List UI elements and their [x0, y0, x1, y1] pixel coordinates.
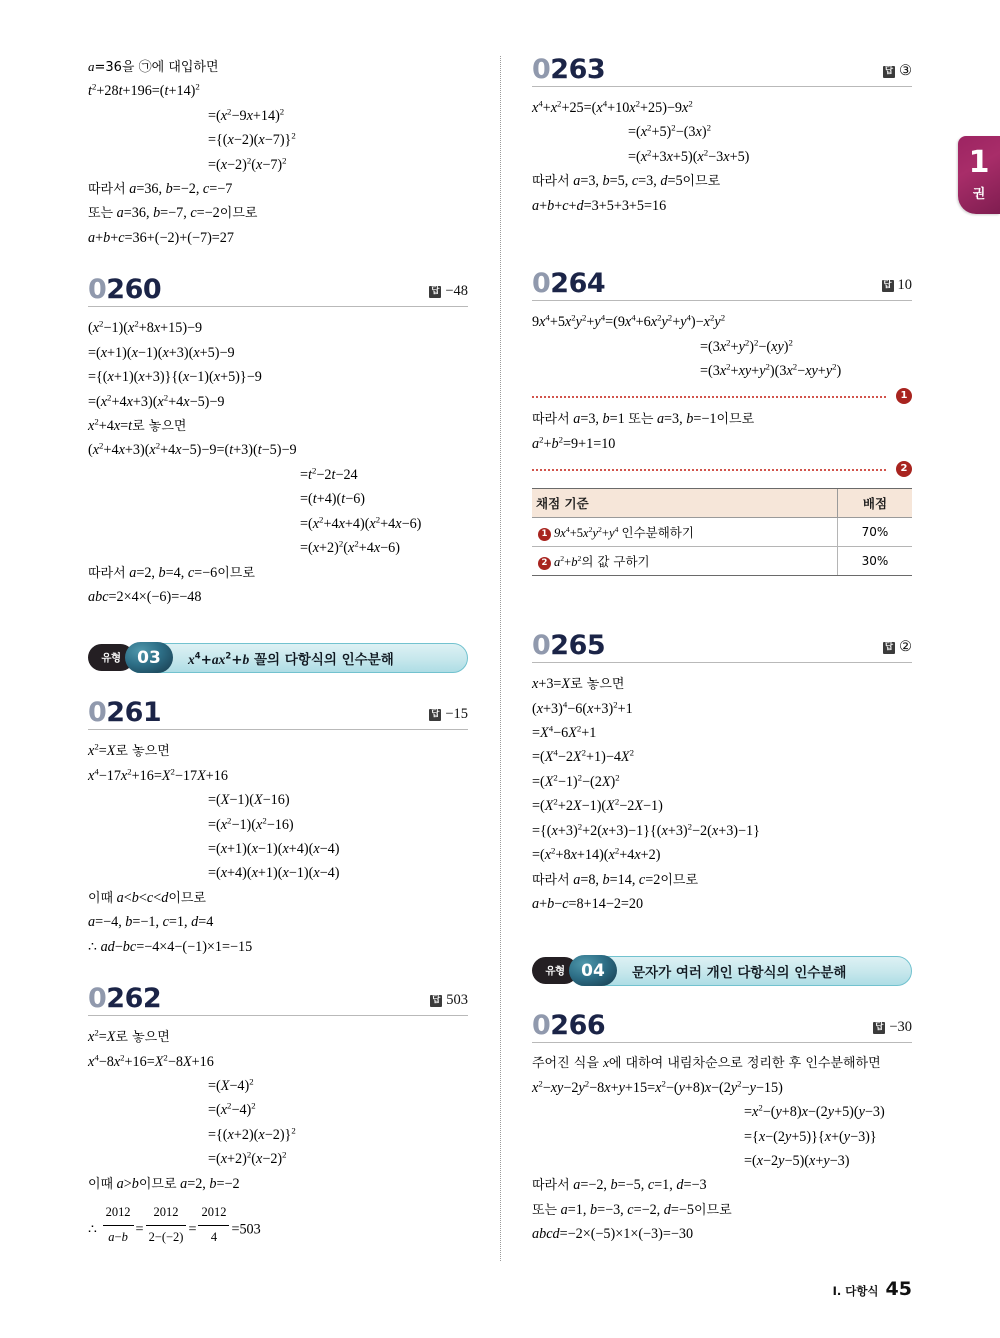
type-label-text: 유형 [545, 965, 565, 978]
solution-line: $=(x^2+5)^2-(3x)^2$ [628, 122, 711, 141]
solution-line: $=(3x^2+xy+y^2)(3x^2-xy+y^2)$ [700, 361, 842, 379]
solution-line: $=\{(x-2)(x-7)\}^2$ [208, 130, 296, 149]
problem-0260 [88, 276, 468, 609]
answer-label [430, 992, 468, 1012]
solution-line: $x^2=X$로 놓으면 [88, 1027, 170, 1046]
problem-number: 0263 [532, 54, 606, 85]
solution-body [532, 672, 912, 916]
solution-line: 따라서 a=3, b=5, c=3, d=5이므로 [532, 173, 721, 190]
solution-line: =(x−2y−5)(x+y−3) [744, 1153, 850, 1170]
solution-body [88, 739, 468, 959]
problem-0263 [532, 56, 912, 218]
solution-line: 주어진 식을 x에 대하여 내림차순으로 정리한 후 인수분해하면 [532, 1055, 881, 1072]
answer-badge-icon: 답 [884, 65, 894, 76]
solution-line: $t^2+28t+196=(t+14)^2$ [88, 81, 200, 100]
dotted-line [532, 469, 886, 471]
two-column-layout [88, 56, 912, 1256]
answer-badge-icon: 답 [884, 641, 894, 652]
right-column [490, 56, 912, 1256]
problem-number: 0265 [532, 630, 606, 662]
solution-line: $=(X-4)^2$ [208, 1076, 254, 1095]
solution-line: $x^4-17x^2+16=X^2-17X+16$ [88, 766, 228, 784]
footer-page-number: 45 [885, 1278, 912, 1300]
solution-body [532, 1052, 912, 1246]
answer-value: −30 [889, 1019, 912, 1036]
problem-0261 [88, 699, 468, 959]
solution-line: $=(x^2+4x+4)(x^2+4x-6)$ [300, 513, 422, 532]
continued-solution-block [88, 56, 468, 250]
solution-line: x+3=X로 놓으면 [532, 676, 625, 693]
scoring-table [532, 488, 912, 576]
header-rule [532, 662, 912, 663]
footer-chapter-label: Ⅰ. 다항식 [832, 1284, 879, 1298]
solution-line: 또는 a=1, b=−3, c=−2, d=−5이므로 [532, 1201, 732, 1218]
solution-line: 이때 a>b이므로 a=2, b=−2 [88, 1175, 240, 1192]
solution-line: 따라서 a=−2, b=−5, c=1, d=−3 [532, 1177, 707, 1194]
header-rule [88, 1015, 468, 1016]
solution-line: 이때 a<b<c<d이므로 [88, 889, 206, 906]
solution-line: 따라서 a=3, b=1 또는 a=3, b=−1이므로 [532, 411, 755, 428]
answer-label [883, 63, 912, 83]
answer-badge-icon: 답 [432, 994, 441, 1005]
criterion-cell: 1 $9x^4+5x^2y^2+y^4$ 인수분해하기 [532, 518, 838, 547]
problem-number: 0264 [532, 268, 606, 300]
step-marker-1-mini: 1 [538, 528, 551, 541]
solution-body [88, 316, 468, 609]
dotted-line [532, 396, 886, 398]
solution-line: $=t^2-2t-24$ [300, 465, 358, 483]
solution-line: ={(x+1)(x+3)}{(x−1)(x+5)}−9 [88, 369, 262, 386]
type-header-03 [88, 643, 468, 673]
column-header-points: 배점 [838, 489, 913, 518]
solution-line: 또는 a=36, b=−7, c=−2이므로 [88, 205, 258, 222]
volume-unit-label: 권 [972, 187, 986, 202]
problem-number: 0261 [88, 697, 162, 729]
type-number-circle [569, 955, 617, 986]
solution-line: $=\{(x+2)(x-2)\}^2$ [208, 1125, 296, 1143]
answer-value: −48 [445, 283, 468, 300]
solution-line: $x^4-8x^2+16=X^2-8X+16$ [88, 1051, 214, 1070]
problem-0265 [532, 632, 912, 916]
solution-line: =(x+4)(x+1)(x−1)(x−4) [208, 865, 340, 882]
problem-0264 [532, 270, 912, 576]
solution-line: 따라서 a=8, b=14, c=2이므로 [532, 871, 699, 888]
problem-header [88, 697, 468, 729]
answer-badge-icon: 답 [431, 285, 440, 296]
solution-line: $=(x-2)^2(x-7)^2$ [208, 154, 287, 173]
answer-label [883, 639, 912, 659]
answer-label [429, 283, 468, 303]
header-rule [88, 729, 468, 730]
type-header-title: 문자가 여러 개인 다항식의 인수분해 [632, 965, 847, 982]
solution-line: a+b+c+d=3+5+3+5=16 [532, 197, 667, 214]
step-separator-2 [532, 460, 912, 478]
solution-line: $=(X^2-1)^2-(2X)^2$ [532, 772, 620, 790]
solution-body [532, 96, 912, 218]
solution-line: 따라서 a=36, b=−2, c=−7 [88, 181, 233, 198]
solution-body [532, 310, 912, 383]
solution-line: a+b+c=36+(−2)+(−7)=27 [88, 229, 234, 246]
solution-line: $=(x+2)^2(x-2)^2$ [208, 1149, 287, 1168]
problem-header [88, 983, 468, 1015]
solution-line: $(x^2-1)(x^2+8x+15)-9$ [88, 318, 203, 337]
header-rule [532, 1042, 912, 1043]
column-header-criterion: 채점 기준 [532, 489, 838, 518]
solution-line: =(t+4)(t−6) [300, 491, 366, 508]
answer-value: 503 [446, 992, 468, 1009]
answer-value: 10 [897, 277, 912, 294]
solution-line: =(x+1)(x−1)(x+3)(x+5)−9 [88, 344, 235, 361]
problem-number: 0266 [532, 1010, 606, 1042]
type-header-04 [532, 956, 912, 986]
points-cell: 30% [838, 547, 913, 576]
solution-line: a=−4, b=−1, c=1, d=4 [88, 914, 214, 931]
problem-number: 0262 [88, 983, 162, 1015]
criterion-cell: 2 $a^2+b^2$의 값 구하기 [532, 547, 838, 576]
solution-line: ∴ $\frac{2012}{a-b}$ = $\frac{2012}{2-(-2)}$ = $\frac{2012}{4}$ =503 [88, 1202, 468, 1248]
type-number-text: 03 [137, 647, 161, 668]
solution-line: abc=2×4×(−6)=−48 [88, 588, 202, 605]
answer-label [429, 706, 468, 726]
step-marker-2: 2 [896, 461, 912, 477]
table-row [532, 518, 912, 547]
answer-badge-icon: 답 [431, 708, 440, 719]
solution-line: 따라서 a=2, b=4, c=−6이므로 [88, 564, 255, 581]
type-label-text: 유형 [101, 652, 121, 665]
answer-label [882, 277, 913, 297]
answer-badge-icon: 답 [875, 1021, 884, 1032]
solution-line: =(x+1)(x−1)(x+4)(x−4) [208, 841, 340, 858]
header-rule [532, 86, 912, 87]
solution-body [88, 1025, 468, 1248]
solution-line: $=(x^2-1)(x^2-16)$ [208, 814, 294, 833]
solution-line: $a^2+b^2=9+1=10$ [532, 434, 616, 452]
left-column [88, 56, 490, 1256]
problem-header [532, 630, 912, 662]
page-footer [833, 1278, 912, 1300]
step-marker-2-mini: 2 [538, 557, 551, 570]
problem-number: 0260 [88, 274, 162, 306]
solution-line: $x^4+x^2+25=(x^4+10x^2+25)-9x^2$ [532, 98, 693, 116]
solution-line: abcd=−2×(−5)×1×(−3)=−30 [532, 1226, 694, 1243]
type-number-text: 04 [581, 960, 605, 981]
table-row [532, 547, 912, 576]
problem-0266 [532, 1012, 912, 1246]
problem-header [532, 1010, 912, 1042]
solution-body-part2 [532, 407, 912, 456]
header-rule [88, 306, 468, 307]
problem-header [532, 268, 912, 300]
solution-line: $=(x^2-9x+14)^2$ [208, 106, 285, 124]
type-header-title: $x^4+ax^2+b$ 꼴의 다항식의 인수분해 [188, 650, 394, 669]
solution-line: $=(X^2+2X-1)(X^2-2X-1)$ [532, 796, 663, 815]
solution-line: $(x+3)^4-6(x+3)^2+1$ [532, 698, 633, 717]
answer-value: −15 [445, 706, 468, 723]
solution-line: $x^2-xy-2y^2-8x+y+15=x^2-(y+8)x-(2y^2-y-15)$ [532, 1078, 783, 1096]
solution-line: =(X−1)(X−16) [208, 792, 290, 809]
solution-line: $=(3x^2+y^2)^2-(xy)^2$ [700, 336, 793, 355]
table-header-row [532, 489, 912, 518]
answer-value: ③ [899, 63, 912, 79]
step-marker-1: 1 [896, 388, 912, 404]
solution-line: $=(x^2+3x+5)(x^2-3x+5)$ [628, 147, 750, 165]
answer-label [873, 1019, 912, 1039]
type-number-circle [125, 642, 173, 673]
solution-line: $x^2+4x=t$로 놓으면 [88, 416, 187, 434]
solution-line: $(x^2+4x+3)(x^2+4x-5)-9=(t+3)(t-5)-9$ [88, 440, 297, 459]
volume-number: 1 [968, 145, 990, 180]
solution-line: $=(x^2+4x+3)(x^2+4x-5)-9$ [88, 391, 225, 410]
solution-line: a+b−c=8+14−2=20 [532, 896, 644, 913]
volume-side-tab [958, 136, 1000, 214]
solution-line: a=36을 ㉠에 대입하면 [88, 59, 219, 75]
solution-line: $9x^4+5x^2y^2+y^4=(9x^4+6x^2y^2+y^4)-x^2y^2$ [532, 312, 726, 331]
header-rule [532, 300, 912, 301]
problem-header [88, 274, 468, 306]
step-separator-1 [532, 387, 912, 405]
solution-line: ∴ ad−bc=−4×4−(−1)×1=−15 [88, 938, 253, 955]
solution-line: $=(x^2+8x+14)(x^2+4x+2)$ [532, 845, 661, 864]
solution-line: $=x^2-(y+8)x-(2y+5)(y-3)$ [744, 1102, 885, 1121]
answer-badge-icon: 답 [883, 279, 892, 290]
solution-line: $=\{(x+3)^2+2(x+3)-1\}\{(x+3)^2-2(x+3)-1\}$ [532, 821, 760, 839]
problem-header [532, 56, 912, 83]
answer-value: ② [899, 639, 912, 656]
solution-line: $=(X^4-2X^2+1)-4X^2$ [532, 747, 634, 766]
solution-line: $=(x+2)^2(x^2+4x-6)$ [300, 538, 400, 557]
solution-line: ={x−(2y+5)}{x+(y−3)} [744, 1128, 877, 1145]
solution-line: $=(x^2-4)^2$ [208, 1100, 256, 1119]
solution-line: $x^2=X$로 놓으면 [88, 741, 170, 760]
problem-0262 [88, 985, 468, 1248]
points-cell: 70% [838, 518, 913, 547]
solution-line: $=X^4-6X^2+1$ [532, 723, 597, 742]
